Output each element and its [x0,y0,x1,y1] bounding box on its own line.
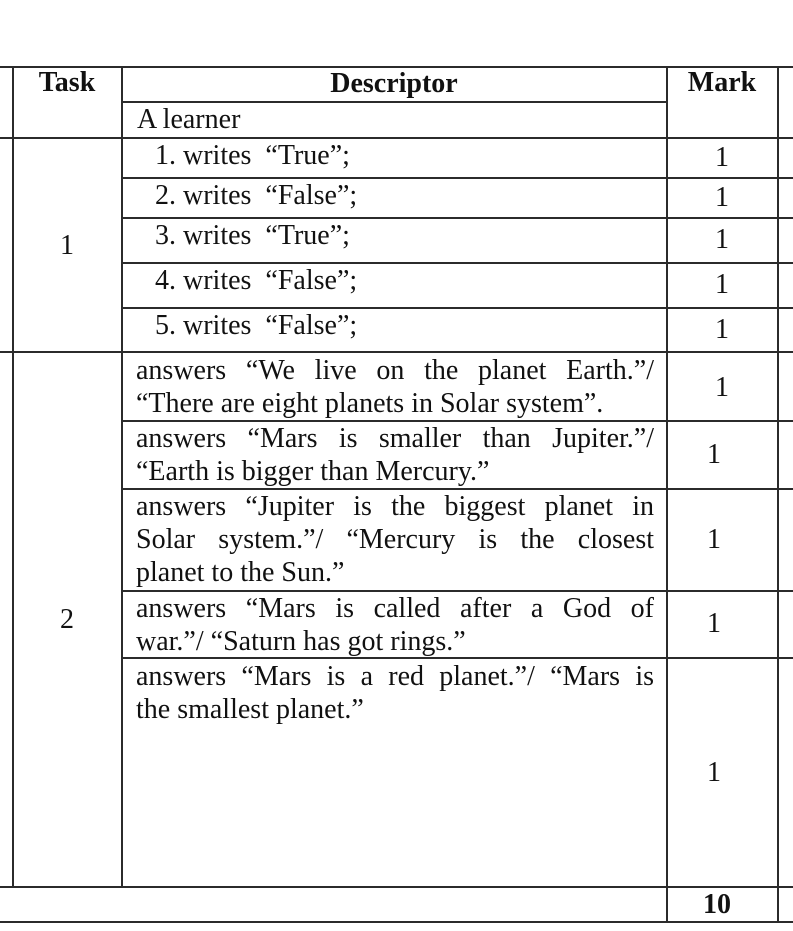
task-2-number: 2 [60,604,74,635]
task-1-row-2-text: 2. writes “False”; [155,180,358,211]
rule-left [12,66,14,887]
task-2-row-3-line-2: Solar system.”/ “Mercury is the closest [136,524,654,555]
task-1-row-5-mark: 1 [715,314,729,345]
rule-task1-bottom [0,351,793,353]
task-2-row-2-mark: 1 [707,439,721,470]
task-1-row-3-mark: 1 [715,224,729,255]
subheader-a-learner: A learner [137,104,241,135]
rule-header-bottom [0,137,793,139]
task-1-row-4-text: 4. writes “False”; [155,265,358,296]
task-2-row-4-text [136,592,654,658]
task-2-row-5-mark: 1 [707,757,721,788]
task-2-row-4-line-1: answers “Mars is called after a God of [136,593,654,624]
task-2-row-4-line-2: war.”/ “Saturn has got rings.” [136,626,466,657]
task-2-row-3-mark: 1 [707,524,721,555]
header-task: Task [38,67,96,98]
task-1-row-1-mark: 1 [715,142,729,173]
task-2-row-5-text [136,660,654,726]
task-2-row-1-line-1: answers “We live on the planet Earth.”/ [136,355,654,386]
task-2-row-2-line-2: “Earth is bigger than Mercury.” [136,456,490,487]
header-descriptor: Descriptor [330,68,458,99]
task-1-row-1-text: 1. writes “True”; [155,140,350,171]
rule-task-col [121,66,123,887]
total-marks: 10 [703,889,731,920]
task-1-row-5-text: 5. writes “False”; [155,310,358,341]
task-2-row-2-line-1: answers “Mars is smaller than Jupiter.”/ [136,423,654,454]
task-1-row-3-text: 3. writes “True”; [155,220,350,251]
task-2-row-1-line-2: “There are eight planets in Solar system”. [136,388,604,419]
task-2-row-2-text [136,422,654,488]
task-2-row-5-line-2: the smallest planet.” [136,694,364,725]
task-2-row-1-mark: 1 [715,372,729,403]
task-1-row-4-mark: 1 [715,269,729,300]
task-1-number: 1 [60,230,74,261]
task-1-row-2-mark: 1 [715,182,729,213]
task-2-row-4-mark: 1 [707,608,721,639]
task-2-row-3-text [136,490,654,589]
rule-right [777,66,779,922]
task-2-row-3-line-1: answers “Jupiter is the biggest planet in [136,491,654,522]
task-2-row-5-line-1: answers “Mars is a red planet.”/ “Mars is [136,661,654,692]
header-mark: Mark [687,67,757,98]
task-2-row-3-line-3: planet to the Sun.” [136,557,345,588]
rule-table-bottom [0,921,793,923]
task-2-row-1-text [136,354,654,420]
